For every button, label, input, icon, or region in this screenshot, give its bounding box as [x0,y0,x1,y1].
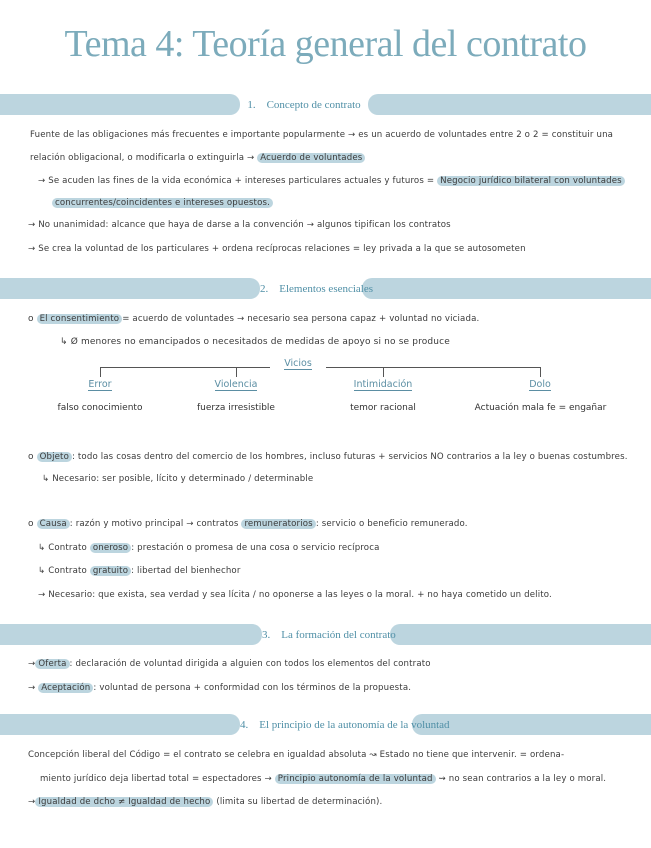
text-line: → Se acuden las fines de la vida económica + intereses particulares actuales y futuros = Negocio jurídico bilateral con voluntades [38,176,625,186]
vicio-desc: falso conocimiento [57,403,143,413]
section-band-right [362,278,651,299]
section-4-title [240,715,450,735]
highlight: Causa [37,519,70,529]
vicio-violencia: Violencia [196,379,276,390]
highlight: Acuerdo de voluntades [257,153,365,163]
vicio-dolo: Dolo [500,379,580,390]
text-line: ↳ Necesario: ser posible, lícito y determinado / determinable [42,474,314,484]
consentimiento-line: o El consentimiento = acuerdo de voluntades → necesario sea persona capaz + voluntad no viciada. [28,314,480,324]
vicio-intimidacion: Intimidación [338,379,428,390]
text-line: Fuente de las obligaciones más frecuentes e importante popularmente → es un acuerdo de voluntades entre 2 o 2 = constituir una [30,130,614,140]
vicio-desc: temor racional [350,403,416,413]
vicios-heading: Vicios [270,358,326,369]
section-label: Concepto de contrato [266,99,361,111]
section-label: El principio de la autonomía de la voluntad [259,719,450,731]
highlight: concurrentes/coincidentes e intereses opuestos. [52,198,273,208]
section-band-left [0,278,260,299]
page-title: Tema 4: Teoría general del contrato [64,23,587,65]
objeto-line: o Objeto : todo las cosas dentro del comercio de los hombres, incluso futuras + servicios NO contrarios a la ley o buenas costumbres. [28,452,628,462]
section-band-left [0,94,240,115]
section-1-title [240,95,368,115]
section-band-right [390,624,651,645]
section-number: 1. [247,99,256,111]
section-2-title [260,279,374,299]
highlight: gratuito [90,566,131,576]
section-number: 2. [260,283,269,295]
text-line: ↳ Contrato oneroso : prestación o promesa de una cosa o servicio recíproca [38,543,380,553]
highlight: oneroso [90,543,131,553]
section-number: 3. [262,629,271,641]
text-line: → Se crea la voluntad de los particulares + ordena recíprocas relaciones = ley privada a la que se autosometen [28,244,526,254]
text-line: miento jurídico deja libertad total = espectadores → Principio autonomía de la voluntad ⇝ no sean contrarios a la ley o moral. [40,774,607,784]
aceptacion-line: → Aceptación : voluntad de persona + conformidad con los términos de la propuesta. [28,683,412,693]
causa-line: o Causa : razón y motivo principal → contratos remuneratorios : servicio o beneficio remunerado. [28,519,468,529]
vicio-desc: fuerza irresistible [197,403,275,413]
tree-rule [540,367,541,377]
oferta-line: → Oferta : declaración de voluntad dirigida a alguien con todos los elementos del contrato [28,659,431,669]
highlight: Principio autonomía de la voluntad [275,774,436,784]
tree-rule [236,367,237,377]
highlight: Aceptación [38,683,93,693]
vicio-error: Error [60,379,140,390]
section-3-title [262,625,396,645]
section-number: 4. [240,719,249,731]
highlight: Negocio jurídico bilateral con voluntades [437,176,625,186]
tree-rule [383,367,384,377]
text-line: ↳ Ø menores no emancipados o necesitados de medidas de apoyo si no se produce [60,337,450,347]
text-line: ↳ Contrato gratuito : libertad del bienhechor [38,566,241,576]
text-line: → Igualdad de dcho ≠ Igualdad de hecho (limita su libertad de determinación). [28,797,383,807]
section-label: Elementos esenciales [279,283,374,295]
text-line: relación obligacional, o modificarla o extinguirla → Acuerdo de voluntades [30,153,365,163]
highlight: Oferta [35,659,69,669]
highlight: remuneratorios [241,519,315,529]
vicio-desc: Actuación mala fe = engañar [474,403,607,413]
section-band-right [368,94,651,115]
highlight: El consentimiento [37,314,123,324]
highlight: Objeto [37,452,72,462]
text-line [52,198,273,208]
section-band-left [0,714,240,735]
text-line: Concepción liberal del Código = el contrato se celebra en igualdad absoluta ↝ Estado no tiene que intervenir. = ordena- [28,750,565,760]
section-band-left [0,624,262,645]
text-line: → No unanimidad: alcance que haya de darse a la convención → algunos tipifican los contratos [28,220,451,230]
highlight: Igualdad de dcho ≠ Igualdad de hecho [35,797,213,807]
text-line: → Necesario: que exista, sea verdad y sea lícita / no oponerse a las leyes o la moral. + no haya cometido un delito. [38,590,552,600]
section-label: La formación del contrato [281,629,396,641]
tree-rule [100,367,101,377]
